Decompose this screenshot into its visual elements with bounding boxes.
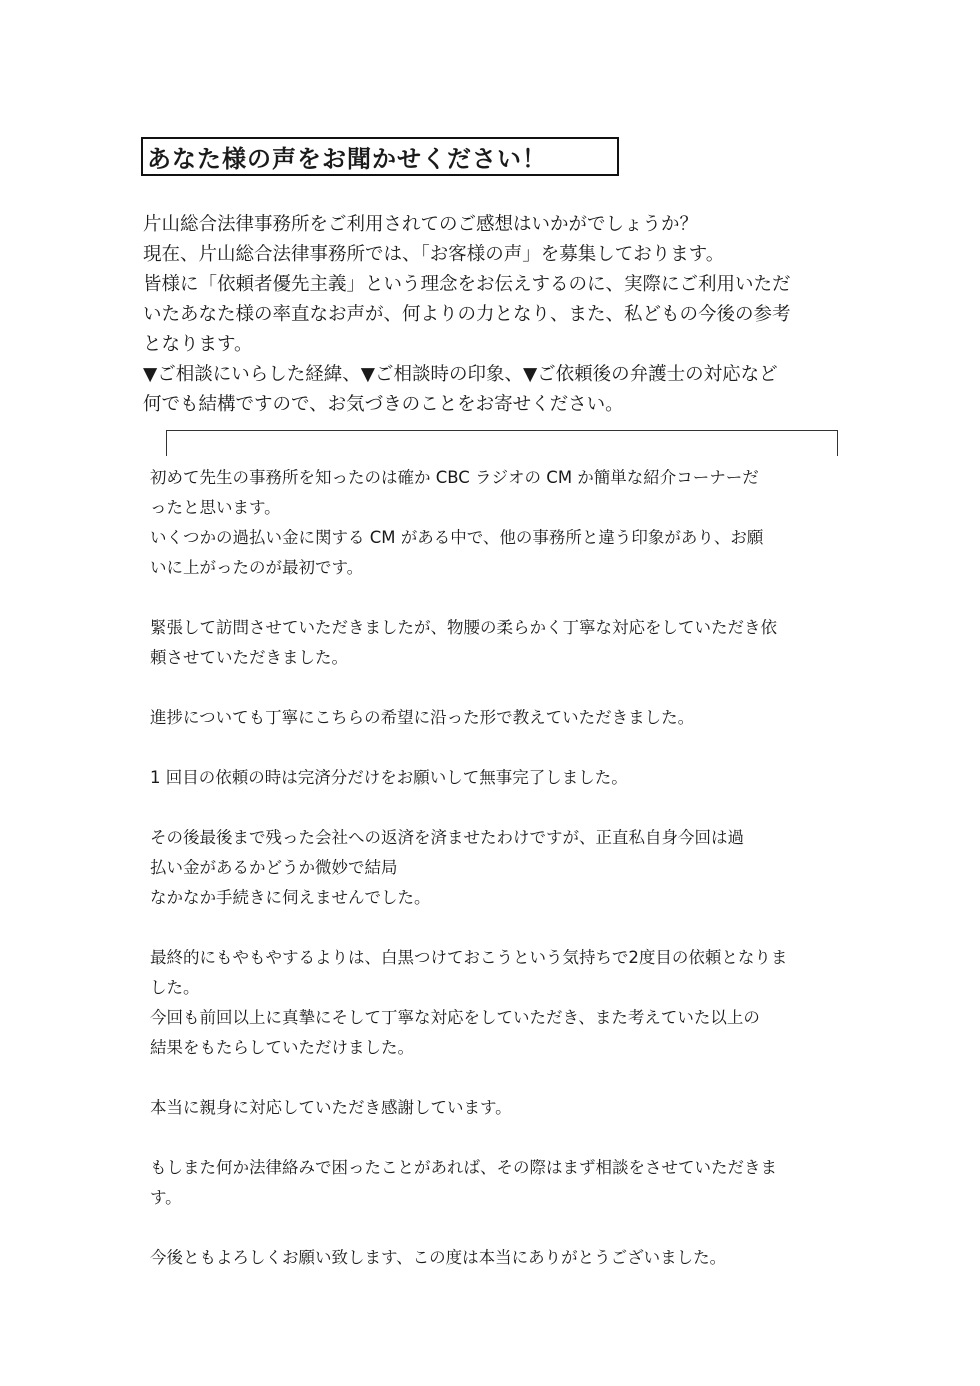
comment-frame xyxy=(166,430,838,456)
comment-line: その後最後まで残った会社への返済を済ませたわけですが、正直私自身今回は過 xyxy=(150,828,744,847)
comment-line: いくつかの過払い金に関する CM がある中で、他の事務所と違う印象があり、お願 xyxy=(150,528,764,547)
comment-line: 初めて先生の事務所を知ったのは確か CBC ラジオの CM か簡単な紹介コーナーだ xyxy=(150,468,759,487)
intro-line: 片山総合法律事務所をご利用されてのご感想はいかがでしょうか？ xyxy=(143,214,699,235)
comment-line: 進捗についても丁寧にこちらの希望に沿った形で教えていただきました。 xyxy=(150,708,695,727)
comment-line: 結果をもたらしていただけました。 xyxy=(150,1038,414,1057)
title-box xyxy=(141,137,619,176)
intro-line: 現在、片山総合法律事務所では、「お客様の声」を募集しております。 xyxy=(143,244,725,265)
comment-line: した。 xyxy=(150,978,200,997)
comment-line: 今後ともよろしくお願い致します、この度は本当にありがとうございました。 xyxy=(150,1248,727,1267)
comment-line: なかなか手続きに伺えませんでした。 xyxy=(150,888,431,907)
intro-text xyxy=(143,210,853,420)
comment-paragraph xyxy=(150,823,850,913)
comment-line: 頼させていただきました。 xyxy=(150,648,348,667)
comment-line: もしまた何か法律絡みで困ったことがあれば、その際はまず相談をさせていただきま xyxy=(150,1158,777,1177)
comment-line: 緊張して訪問させていただきましたが、物腰の柔らかく丁寧な対応をしていただき依 xyxy=(150,618,777,637)
comment-line: 今回も前回以上に真摯にそして丁寧な対応をしていただき、また考えていた以上の xyxy=(150,1008,760,1027)
intro-line: 何でも結構ですので、お気づきのことをお寄せください。 xyxy=(143,394,624,415)
comment-line: 1 回目の依頼の時は完済分だけをお願いして無事完了しました。 xyxy=(150,768,628,787)
comment-line: いに上がったのが最初です。 xyxy=(150,558,364,577)
intro-line: となります。 xyxy=(143,334,253,355)
page-title: あなた様の声をお聞かせください！ xyxy=(147,145,547,173)
comment-paragraph xyxy=(150,703,850,733)
comment-paragraph xyxy=(150,463,850,583)
comment-line: 最終的にもやもやするよりは、白黒つけておこうという気持ちで2度目の依頼となりま xyxy=(150,948,788,967)
intro-line: ▼ご相談にいらした経緯、▼ご相談時の印象、▼ご依頼後の弁護士の対応など xyxy=(143,364,778,385)
customer-comment xyxy=(150,463,850,1273)
comment-paragraph xyxy=(150,613,850,673)
comment-paragraph xyxy=(150,1153,850,1213)
intro-line: いたあなた様の率直なお声が、何よりの力となり、また、私どもの今後の参考 xyxy=(143,304,791,325)
comment-paragraph xyxy=(150,943,850,1063)
comment-line: す。 xyxy=(150,1188,182,1207)
comment-paragraph xyxy=(150,1093,850,1123)
intro-line: 皆様に「依頼者優先主義」という理念をお伝えするのに、実際にご利用いただ xyxy=(143,274,791,295)
comment-line: 払い金があるかどうか微妙で結局 xyxy=(150,858,398,877)
comment-paragraph xyxy=(150,763,850,793)
comment-line: 本当に親身に対応していただき感謝しています。 xyxy=(150,1098,512,1117)
comment-line: ったと思います。 xyxy=(150,498,281,517)
comment-paragraph xyxy=(150,1243,850,1273)
